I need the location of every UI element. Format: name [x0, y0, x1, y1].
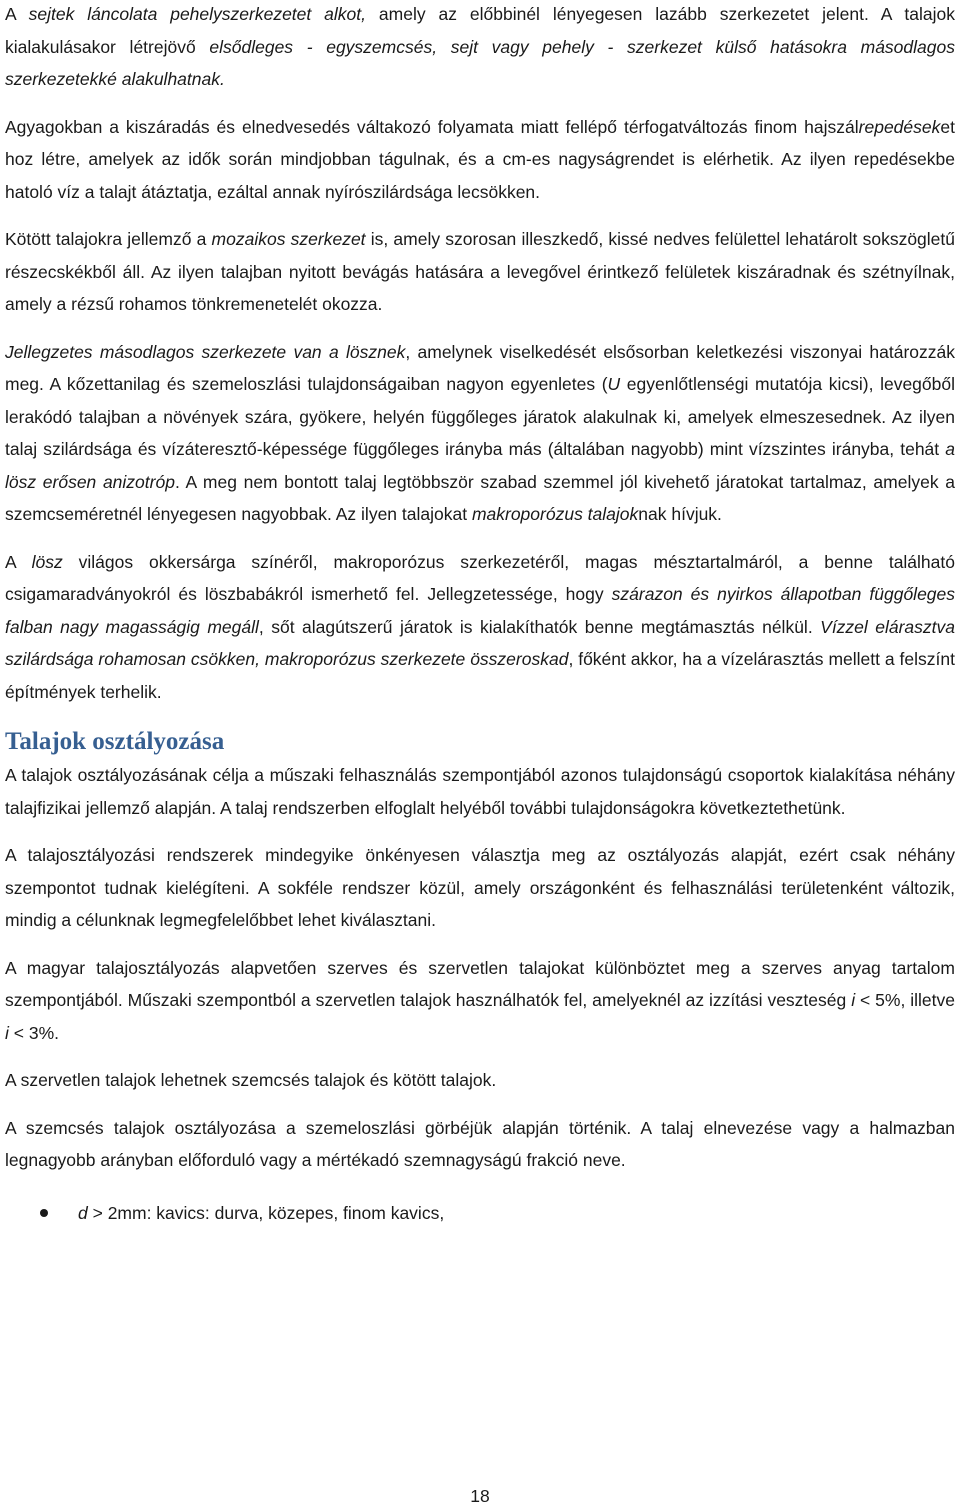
italic-text: makroporózus talajok	[471, 504, 639, 524]
italic-text: a lösz erősen anizotróp	[5, 439, 955, 492]
paragraph-cel: A talajok osztályozásának célja a műszaki felhasználás szempontjából azonos tulajdonságú csoportok kialakítása néhány talajfizikai jellemző alapján. A talaj rendszerben elfoglalt helyéből további tulajdonságokra következtethetünk.	[5, 765, 955, 818]
list-item	[5, 1197, 955, 1230]
paragraph-kotott	[5, 223, 955, 321]
document-page	[5, 0, 955, 1229]
text: A magyar talajosztályozás alapvetően szerves és szervetlen talajokat különböztet meg a szerves anyag tartalom szempontjából. Műszaki szempontból a szervetlen talajok használhatók fel, amelyeknél az izzítási veszteség	[5, 957, 955, 1010]
italic-text: U	[607, 374, 621, 394]
paragraph-magyar	[5, 952, 955, 1050]
text: , főként akkor, ha a vízelárasztás mellett a felszínt építmények terhelik.	[5, 649, 955, 702]
bullet-icon	[40, 1209, 48, 1217]
paragraph-szemcses: A szemcsés talajok osztályozása a szemeloszlási görbéjük alapján történik. A talaj elnevezése vagy a halmazban legnagyobb arányban előforduló vagy a mértékadó szemnagyságú frakció neve.	[5, 1117, 955, 1170]
italic-text: sejtek láncolata pehelyszerkezetet alkot,	[28, 4, 366, 24]
text: < 5%, illetve	[855, 990, 956, 1010]
text: világos okkersárga színéről, makroporózus szerkezetéről, magas mésztartalmáról, a benne található csigamaradványokról és löszbabákról ismerhető fel. Jellegzetessége, hogy	[5, 551, 955, 604]
paragraph-rendszerek: A talajosztályozási rendszerek mindegyike önkényesen választja meg az osztályozás alapját, ezért csak néhány szempontot tudnak kielégíteni. A sokféle rendszer közül, amely országonként és felhasználási területenként változik, mindig a célunknak legmegfelelőbbet lehet kiválasztani.	[5, 845, 955, 930]
text: et hoz létre, amelyek az idők során mindjobban tágulnak, és a cm-es nagyságrendet is elérhetik. Az ilyen repedésekbe hatoló víz a talajt átáztatja, ezáltal annak nyírószilárdsága lecsökken.	[5, 116, 955, 202]
text: nak hívjuk.	[638, 504, 722, 524]
text: egyenlőtlenségi mutatója kicsi), levegőből lerakódó talajban a növények szára, gyökere, helyén függőleges járatok alakulnak ki, amelyek elmeszesednek. Az ilyen talaj szilárdsága és vízáteresztő-képessége függőleges irányba más (általában nagyobb) mint vízszintes irányba, tehát	[5, 374, 955, 459]
italic-text: repedések	[858, 116, 941, 137]
italic-text: i	[851, 990, 856, 1010]
italic-text: mozaikos szerkezet	[211, 229, 366, 249]
italic-text: Vízzel elárasztva szilárdsága rohamosan csökken, makroporózus szerkezete összeroskad	[5, 616, 956, 669]
text: A	[5, 551, 32, 572]
text: is, amely szorosan illeszkedő, kissé nedves felülettel lehatárolt sokszögletű részecskékből áll. Az ilyen talajban nyitott bevágás hatására a levegővel érintkező felületek kiszáradnak és szétnyílnak, amely a rézsű rohamos tönkremenetelét okozza.	[5, 229, 956, 314]
text: A	[5, 4, 29, 24]
text: , sőt alagútszerű járatok is kialakíthatók benne megtámasztás nélkül.	[258, 616, 821, 637]
text: Agyagokban a kiszáradás és elnedvesedés váltakozó folyamata miatt fellépő térfogatváltozás finom hajszál	[5, 116, 859, 137]
text: amely az előbbinél lényegesen lazább szerkezetet jelent. A talajok kialakulásakor létrejövő	[5, 4, 955, 57]
italic-text: elsődleges - egyszemcsés, sejt vagy pehely - szerkezet külső hatásokra másodlagos szerkezetekké alakulhatnak.	[5, 36, 955, 89]
page-number: 18	[470, 1486, 490, 1506]
italic-text: i	[5, 1022, 9, 1043]
paragraph-losz-2	[5, 546, 955, 709]
section-heading: Talajok osztályozása	[5, 728, 225, 755]
paragraph-sejtek	[5, 0, 955, 96]
text: . A meg nem bontott talaj legtöbbször szabad szemmel jól kivehető járatokat tartalmaz, amelyek a szemcseméretnél lényegesen nagyobbak. Az ilyen talajokat	[5, 471, 955, 524]
italic-text: Jellegzetes másodlagos szerkezete van a lösznek	[5, 341, 406, 362]
italic-text: szárazon és nyirkos állapotban függőleges falban nagy magasságig megáll	[5, 584, 956, 637]
italic-text: lösz	[31, 551, 63, 572]
paragraph-szervetlen: A szervetlen talajok lehetnek szemcsés talajok és kötött talajok.	[5, 1070, 497, 1090]
paragraph-agyag	[5, 111, 955, 209]
math-variable: d	[78, 1202, 88, 1223]
text: , amelynek viselkedését elsősorban keletkezési viszonyai határozzák meg. A kőzettanilag és szemeloszlási tulajdonságaiban nagyon egyenletes (	[5, 341, 955, 394]
math-operator: >	[87, 1202, 108, 1223]
text: Kötött talajokra jellemző a	[5, 229, 212, 249]
text: < 3%.	[8, 1022, 59, 1043]
list-item-text: 2mm: kavics: durva, közepes, finom kavics,	[107, 1202, 445, 1223]
paragraph-losz-1	[5, 336, 955, 531]
